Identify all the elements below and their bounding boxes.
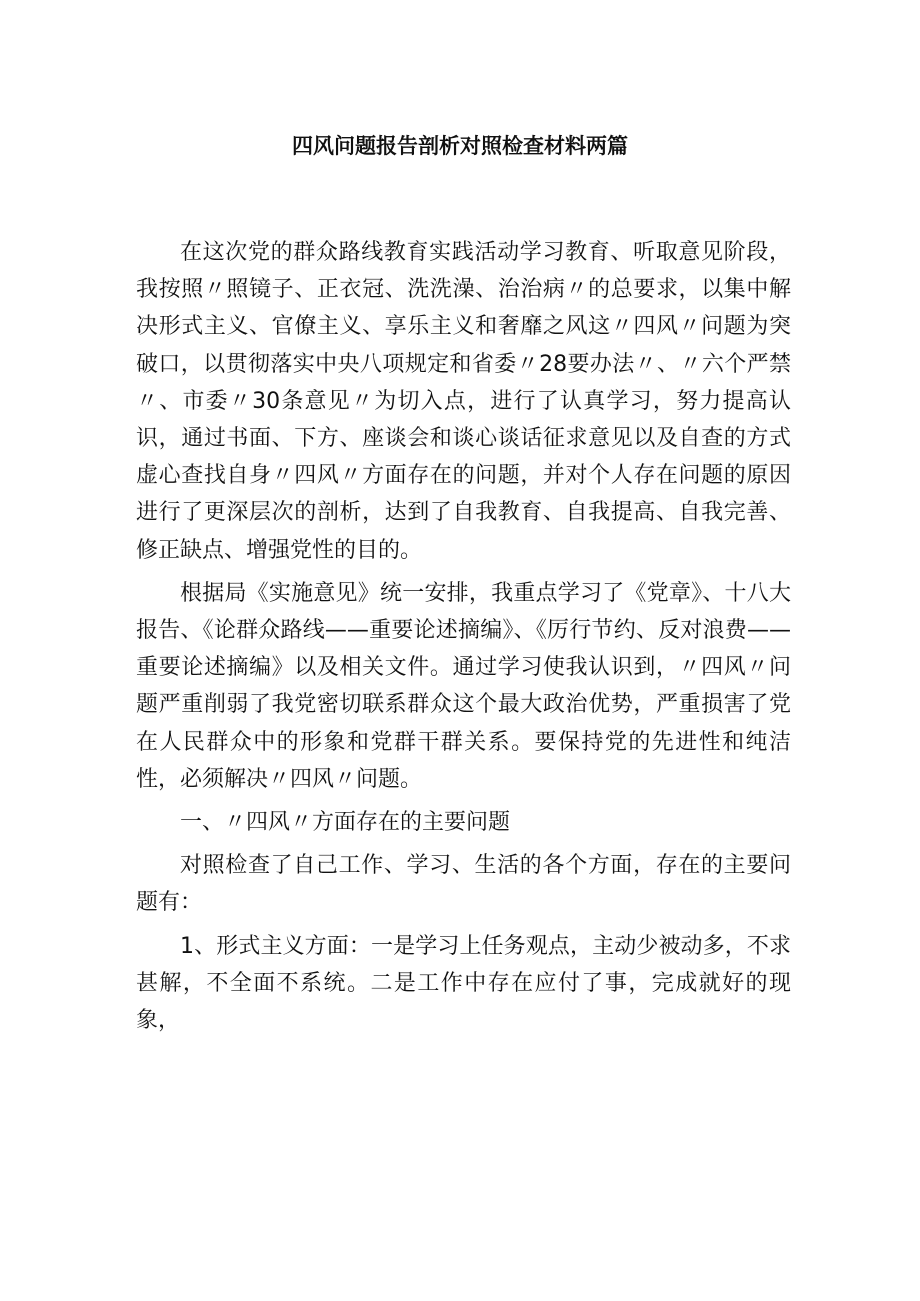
paragraph-problems-intro: 对照检查了自己工作、学习、生活的各个方面，存在的主要问题有： bbox=[136, 853, 791, 916]
paragraph-intro: 在这次党的群众路线教育实践活动学习教育、听取意见阶段，我按照〃照镜子、正衣冠、洗洗澡、治治病〃的总要求，以集中解决形式主义、官僚主义、享乐主义和奢靡之风这〃四风〃问题为突破口，以贯彻落实中央八项规定和省委〃28要办法〃、〃六个严禁〃、市委〃30条意见〃为切入点，进行了认真学习，努力提高认识，通过书面、下方、座谈会和谈心谈话征求意见以及自查的方式虚心查找自身〃四风〃方面存在的问题，并对个人存在问题的原因进行了更深层次的剖析，达到了自我教育、自我提高、自我完善、修正缺点、增强党性的目的。 bbox=[136, 240, 791, 563]
paragraph-formalism: 1、形式主义方面：一是学习上任务观点，主动少被动多，不求甚解，不全面不系统。二是工作中存在应付了事，完成就好的现象， bbox=[136, 933, 791, 1034]
document-body bbox=[136, 234, 791, 1045]
document-title: 四风问题报告剖析对照检查材料两篇 bbox=[292, 134, 628, 158]
section-heading-main-problems: 一、〃四风〃方面存在的主要问题 bbox=[180, 810, 511, 836]
paragraph-study: 根据局《实施意见》统一安排，我重点学习了《党章》、十八大报告、《论群众路线——重要论述摘编》、《厉行节约、反对浪费——重要论述摘编》以及相关文件。通过学习使我认识到，〃四风〃问题严重削弱了我党密切联系群众这个最大政治优势，严重损害了党在人民群众中的形象和党群干群关系。要保持党的先进性和纯洁性，必须解决〃四风〃问题。 bbox=[136, 580, 791, 792]
